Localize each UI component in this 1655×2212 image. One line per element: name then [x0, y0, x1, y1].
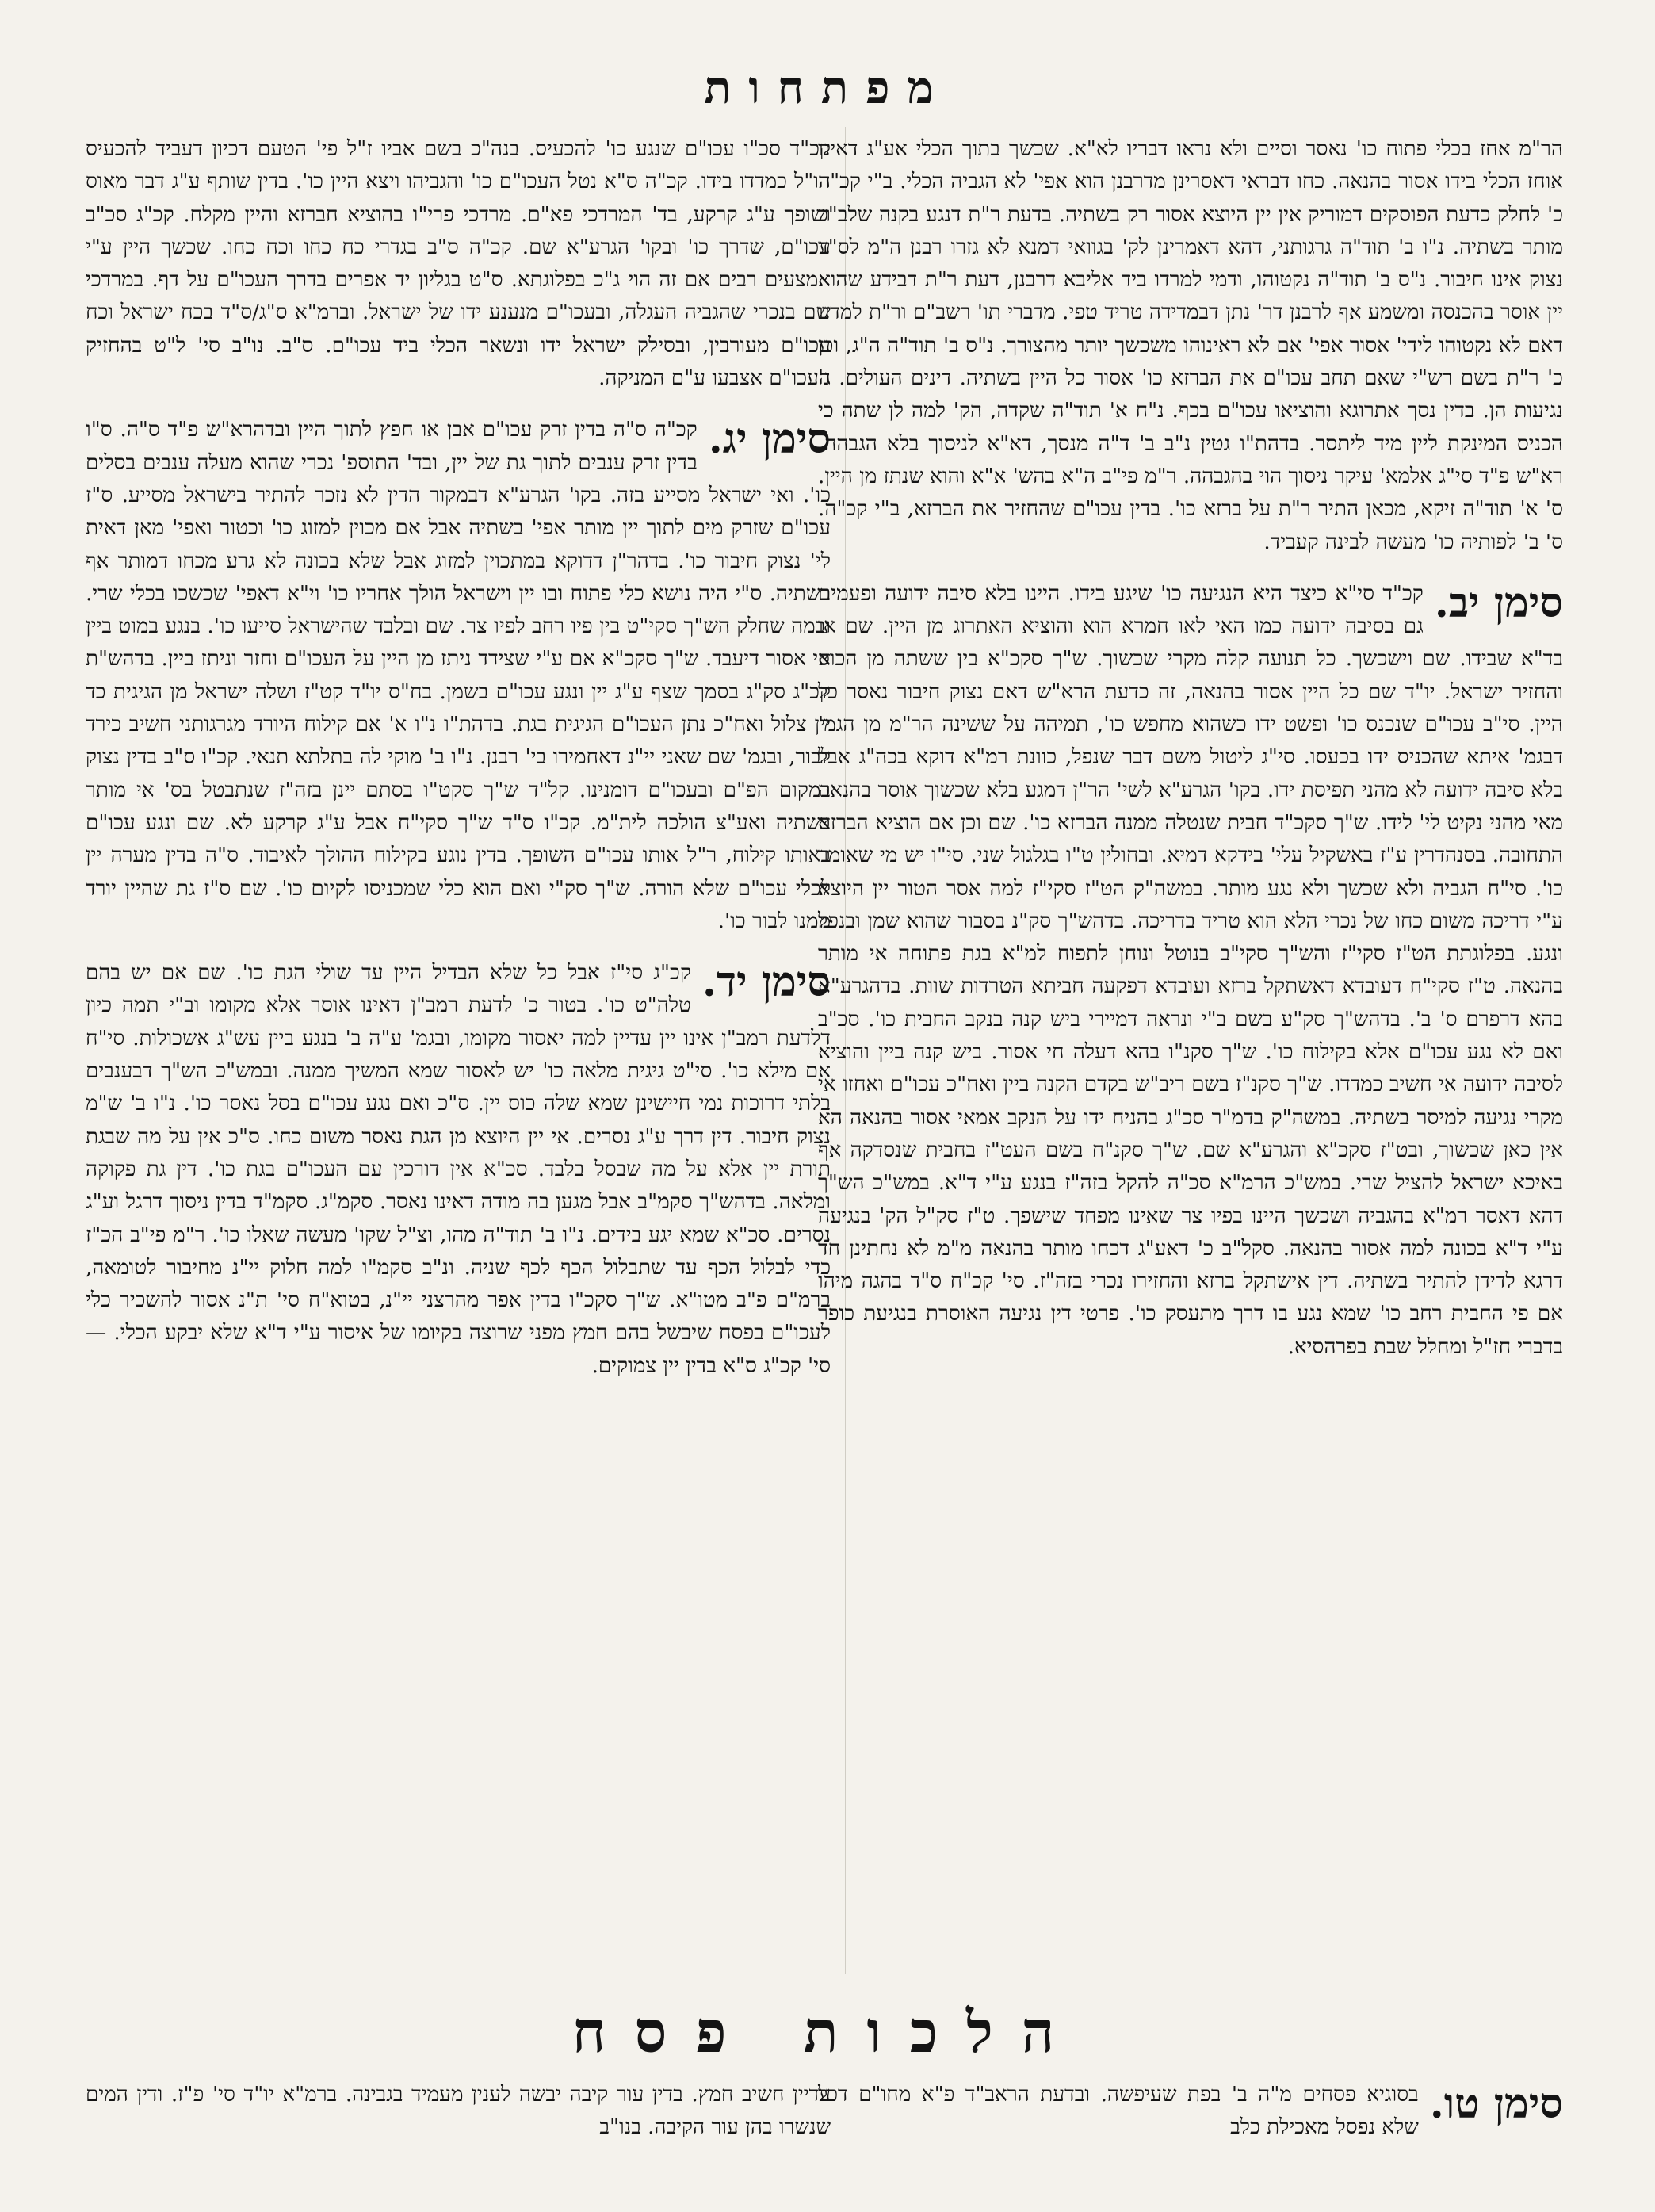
- siman-yg-section: [86, 414, 831, 938]
- siman-tv-text: בסוגיא פסחים מ"ה ב' בפת שעיפשה. ובדעת הראב"ד פ"א מחו"ם דכל שלא נפסל מאכילת כלב: [818, 2083, 1419, 2139]
- siman-yb-heading: סימן יב.: [1434, 578, 1563, 627]
- siman-yd-section: [86, 957, 831, 1383]
- section-title: הלכות פסח: [571, 1998, 1084, 2065]
- siman-yb-section: [818, 578, 1563, 1364]
- bottom-right-column: [818, 2079, 1563, 2144]
- siman-yd-text: קכ"ג סי"ז אבל כל שלא הבדיל היין עד שולי הגת כו'. שם אם יש בהם טלה"ט כו'. בטור כ' לדעת רמב"ן דאינו אוסר אלא מקומו וב"י תמה כיון דלדעת רמב"ן אינו יין עדיין למה יאסור מקומו, ובגמ' ע"ה ב' בנגע ביין עש"ג אשכולות. סי"ח אם מילא כו'. סי"ט גיגית מלאה כו' יש לאסור שמא המשיך ממנה. ובמש"כ הש"ך דבענבים בלתי דרוכות נמי חיישינן שמא שלה כוס יין. ס"כ ואם נגע עכו"ם בסל נאסר כו'. נ"ו ב' ש"מ נצוק חיבור. דין דרך ע"ג נסרים. אי יין היוצא מן הגת נאסר משום כחו. ס"כ אין על מה שבגת תורת יין אלא על מה שבסל בלבד. סכ"א אין דורכין עם העכו"ם בגת כו'. דין גת פקוקה ומלאה. בדהש"ך סקמ"ב אבל מגען בה מודה דאינו נאסר. סקמ"ג. סקמ"ד בדין ניסוך דרגל וע"ג נסרים. סכ"א שמא יגע בידים. נ"ו ב' תוד"ה מהו, וצ"ל שקו' מעשה שאלו כו'. ר"מ פי"ב הכ"ז כדי לבלול הכף עד שתבלול הכף לכף שניה. ונ"ב סקמ"ו למה חלוק יי"נ מחיבור לטומאה, ברמ"ם פ"ב מטו"א. ש"ך סקכ"ו בדין אפר מהרצני יי"נ, בטוא"ח סי' ת"נ אסור להשכיר כלי לעכו"ם בפסח שיבשל בהם חמץ מפני שרוצה בקיומו של איסור ע"י ד"א שלא יבקע הכלי. — סי' קכ"ג ס"א בדין יין צמוקים.: [86, 961, 831, 1378]
- siman-yd-heading: סימן יד.: [701, 958, 831, 1007]
- siman-yb-text: קכ"ד סי"א כיצד היא הנגיעה כו' שיגע בידו. היינו בלא סיבה ידועה ופעמים גם בסיבה ידועה כמו האי לאו חמרא הוא והוציא האתרוג מן היין. שם או בד"א שבידו. שם וישכשך. כל תנועה קלה מקרי שכשוך. ש"ך סקכ"א בין ששתה מן הכוס והחזיר ישראל. יו"ד שם כל היין אסור בהנאה, זה כדעת הרא"ש דאם נצוק חיבור נאסר כל היין. סי"ב עכו"ם שנכנס כו' ופשט ידו כשהוא מחפש כו', תמיהה על ששינה הר"מ מן הגמ' דבגמ' איתא שהכניס ידו בכעסו. סי"ג ליטול משם דבר שנפל, כוונת רמ"א דוקא בכה"ג אבל בלא סיבה ידועה לא מהני תפיסת ידו. בקו' הגרע"א לשי' הר"ן דמגע בלא שכשוך אוסר בהנאה מאי מהני נקיט לי' לידו. ש"ך סקכ"ד חבית שנטלה ממנה הברזא כו'. שם וכן אם הוציא הברזא התחובה. בסנהדרין ע"ז באשקיל עלי' בידקא דמיא. ובחולין ט"ו בגלגול שני. סי"ו יש מי שאומר כו'. סי"ח הגביה ולא שכשך ולא נגע מותר. במשה"ק הט"ז סקי"ז למה אסר הטור יין היוצא ע"י דריכה משום כחו של נכרי הלא הוא טריד בדריכה. בדהש"ך סק"נ בסבור שהוא שמן ובנפל ונגע. בפלוגתת הט"ז סקי"ז והש"ך סקי"ב בנוטל ונוחן לתפוח למ"א בגת פתוחה אי מותר בהנאה. ט"ז סקי"ח דעובדא דאשתקל ברזא ועובדא דפקעה חביתא הטרדות שוות. בדהגרע"א בהא דרפרם ס' ב'. בדהש"ך סק"ע בשם ב"י ונראה דמיירי ביש קנה בנקב החבית כו'. סכ"ב ואם לא נגע עכו"ם אלא בקילוח כו'. ש"ך סקנ"ו בהא דעלה חי אסור. ביש קנה ביין והוציא לסיבה ידועה אי חשיב כמדדו. ש"ך סקנ"ז בשם ריב"ש בקדם הקנה ביין ואח"כ עכו"ם ואחזו אי מקרי נגיעה למיסר בשתיה. במשה"ק בדמ"ר סכ"ג בהניח ידו על הנקב אמאי אסור בהנאה הא אין כאן שכשוך, ובט"ז סקכ"א והגרע"א שם. ש"ך סקנ"ח בשם העט"ז בחבית שנסדקה אף באיכא ישראל להציל שרי. במש"כ הרמ"א סכ"ה להקל בזה"ז בנגע ע"י ד"א. במש"כ הש"ך דהא דאסר רמ"א בהגביה ושכשך היינו בפיו צר שאינו מפחד שישפך. ט"ז סק"ל הק' בנגיעה ע"י ד"א בכונה למה אסור בהנאה. סקל"ב כ' דאע"ג דכחו מותר בהנאה מ"מ לא נחתינן חד דרגא לדידן להתיר בשתיה. דין אישתקל ברזא והחזירו נכרי בזה"ז. סי' קכ"ח ס"ד בהגה מיהו אם פי החבית רחב כו' שמא נגע בו דרך מתעסק כו'. פרטי דין נגיעה האוסרת בנגיעת כופר בדברי חז"ל ומחלל שבת בפרהסיא.: [818, 581, 1563, 1359]
- siman-yg-text: קכ"ה ס"ה בדין זרק עכו"ם אבן או חפץ לתוך היין ובדהרא"ש פ"ד ס"ה. ס"ו בדין זרק ענבים לתוך גת של יין, ובד' התוספ' נכרי שהוא מעלה ענבים בסלים כו'. ואי ישראל מסייע בזה. בקו' הגרע"א דבמקור הדין לא נזכר להתיר בישראל מסייע. ס"ז עכו"ם שזרק מים לתוך יין מותר אפי' בשתיה אבל אם מכוין למזוג כו' וכטור ואפי' מאן דאית לי' נצוק חיבור כו'. בדהר"ן דדוקא במתכוין למזוג אבל שלא בכונה לא גרע מכחו דמותר אף בשתיה. ס"י היה נושא כלי פתוח ובו יין וישראל הולך אחריו כו' וי"א דאפי' שכשכו בכלי שרי. ובמה שחלק הש"ך סקי"ט בין פיו רחב לפיו צר. שם ובלבד שהישראל סייעו כו'. בנגע במוט ביין אי אסור דיעבד. ש"ך סקכ"א אם ע"י שצידד ניתז מן היין על העכו"ם וחזר וניתז ביין. בדהש"ת קכ"ג סק"ג בסמך שצף ע"ג יין ונגע עכו"ם בשמן. בח"ס יו"ד קט"ז ושלה ישראל מן הגיגית כד יין צלול ואח"כ נתן העכו"ם הגיגית בגת. בדהת"ו נ"ו א' אם קילוח היורד מגרגותני חשיב כירד לבור, ובגמ' שם שאני יי"נ דאחמירו בי' רבנן. נ"ו ב' מוקי לה בתלתא תנאי. קכ"ו ס"ב בדין נצוק במקום הפ"ם ובעכו"ם דומנינו. קל"ד ש"ך סקט"ו בסתם יינן בזה"ז שנתבטל בס' אי מותר בשתיה ואע"צ הולכה לית"מ. קכ"ו ס"ד ש"ך סקי"ח אבל ע"ג קרקע לא. שם ונגע עכו"ם באותו קילוח, ר"ל אותו עכו"ם השופך. בדין נוגע בקילוח ההולך לאיבוד. ס"ה בדין מערה יין לכלי עכו"ם שלא הורה. ש"ך סק"י ואם הוא כלי שמכניסו לקיום כו'. שם ס"ז גת שהיין יורד ממנו לבור כו'.: [86, 418, 831, 933]
- left-intro-paragraph: קכ"ד סכ"ו עכו"ם שנגע כו' להכעיס. בנה"כ בשם אביו ז"ל פי' הטעם דכיון דעביד להכעיס הו"ל כמדדו בידו. קכ"ה ס"א נטל העכו"ם כו' והגביהו ויצא היין כו'. בדין שותף ע"ג דבר מאוס ושופך ע"ג קרקע, בד' המרדכי פא"ם. מרדכי פרי"ו בהוציא חברזא והיין מקלח. קכ"ג סכ"ב עכו"ם, שדרך כו' ובקו' הגרע"א שם. קכ"ה ס"ב בגדרי כח כחו וכח כחו. שכשך היין ע"י אמצעים רבים אם זה הוי ג"כ בפלוגתא. ס"ט בגליון יד אפרים בדרך העכו"ם על דף. במרדכי שם בנכרי שהגביה העגלה, ובעכו"ם מנענע ידו של ישראל. וברמ"א ס"ג/ס"ד בכח ישראל וכח עכו"ם מעורבין, ובסילק ישראל ידו ונשאר הכלי ביד עכו"ם. ס"ב. נו"ב סי' ל"ט בהחזיק העכו"ם אצבעו ע"ם המניקה.: [86, 137, 831, 391]
- siman-yg-heading: סימן יג.: [708, 415, 831, 464]
- bottom-left-column: [86, 2079, 831, 2144]
- siman-tv-heading: סימן טו.: [1429, 2080, 1563, 2128]
- page-title: מפתחות: [704, 62, 951, 114]
- left-column: [86, 133, 831, 1383]
- bottom-left-text: עדיין חשיב חמץ. בדין עור קיבה יבשה לענין מעמיד בגבינה. ברמ"א יו"ד סי' פ"ז. ודין המים שנשרו בהן עור הקיבה. בנו"ב: [86, 2083, 831, 2139]
- right-column: [818, 133, 1563, 1364]
- right-intro-paragraph: הר"מ אחז בכלי פתוח כו' נאסר וסיים ולא נראו דבריו לא"א. שכשך בתוך הכלי אע"ג דאינו אוחז הכלי בידו אסור בהנאה. כחו דבראי דאסרינן מדרבנן הוא אפי' לא הגביה הכלי. ב"י קכ"ה כ' לחלק כדעת הפוסקים דמוריק אין יין היוצא אסור רק בשתיה. בדעת ר"ת דנגע בקנה שלב"כ מותר בשתיה. נ"ו ב' תוד"ה גרגותני, דהא דאמרינן לק' בגוואי דמנא לא גזרו רבנן ה"מ לס"ד נצוק אינו חיבור. נ"ס ב' תוד"ה נקטוהו, ודמי למרדו ביד אליבא דרבנן, דעת ר"ת דבידע שהוא יין אוסר בהכנסה ומשמע אף לרבנן דר' נתן דבמדידה טריד טפי. מדברי תו' רשב"ם ור"ת למדנו דאם לא נקטוהו לידי' אסור אפי' אם לא ראינוהו משכשך יותר מהצורך. נ"ס ב' תוד"ה ה"ג, וכן כ' ר"ת בשם רש"י שאם תחב עכו"ם את הברזא כו' אסור כל היין בשתיה. דינים העולים. ג' נגיעות הן. בדין נסך אתרוגא והוציאו עכו"ם בכף. נ"ח א' תוד"ה שקדה, הק' למה לן שתה כי הכניס המינקת ליין מיד ליתסר. בדהת"ו גטין נ"ב ב' ד"ה מנסך, דא"א לניסוך בלא הגבהה. רא"ש פ"ד סי"ג אלמא' עיקר ניסוך הוי בהגבהה. ר"מ פי"ב ה"א בהש' א"א והוא שנתז מן היין. ס' א' תוד"ה זיקא, מכאן התיר ר"ת על ברזא כו'. בדין עכו"ם שהחזיר את הברזא, ב"י קכ"ה. ס' ב' לפותיה כו' מעשה לבינה קעביד.: [818, 137, 1563, 554]
